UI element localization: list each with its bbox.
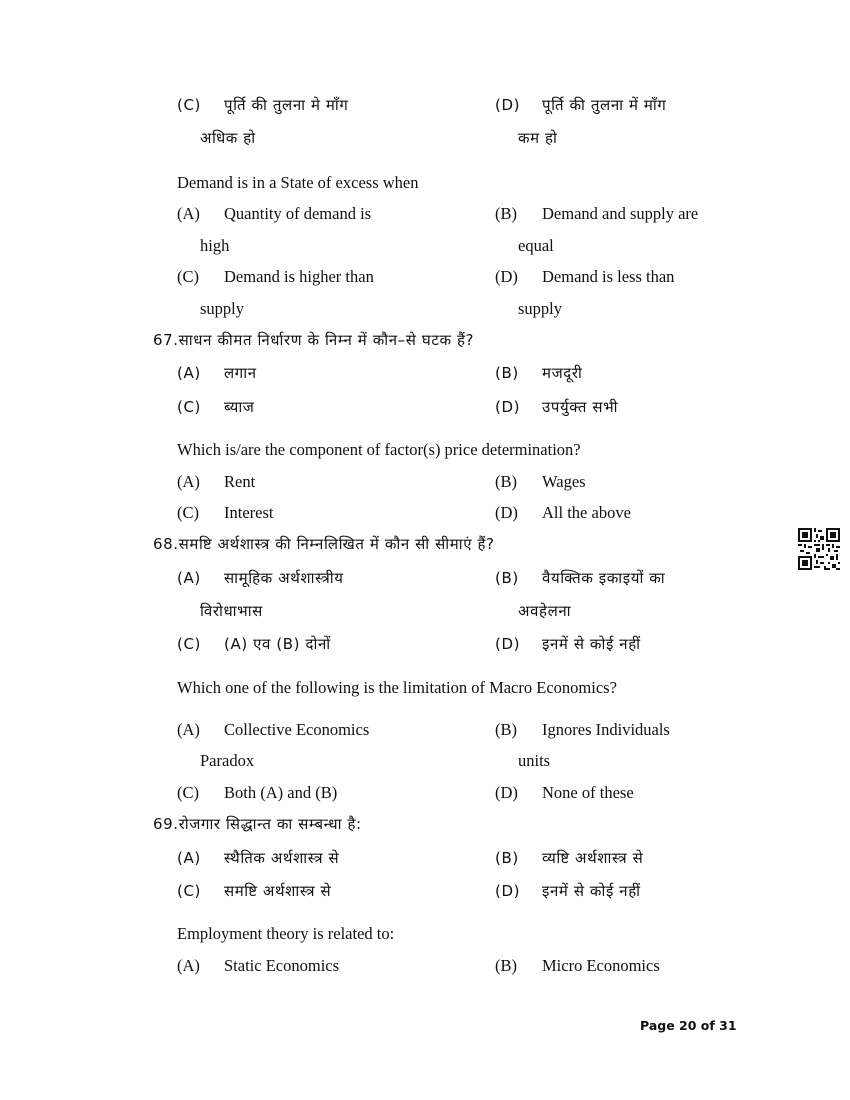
qr-code-icon bbox=[798, 528, 840, 570]
option-marker: (B) bbox=[495, 849, 519, 867]
option-marker: (D) bbox=[495, 267, 518, 286]
q66-hi-option-d-cont: कम हो bbox=[518, 129, 558, 147]
q69-hi-option-a bbox=[177, 848, 339, 868]
q66-hi-option-c bbox=[177, 95, 348, 115]
option-text: Both (A) and (B) bbox=[224, 783, 338, 802]
q66-en-option-c-cont: supply bbox=[200, 299, 245, 318]
option-marker: (D) bbox=[495, 635, 521, 653]
option-marker: (A) bbox=[177, 569, 201, 587]
q69-hi-option-d bbox=[495, 881, 641, 901]
option-marker: (B) bbox=[495, 204, 517, 223]
q67-en-option-c bbox=[177, 503, 273, 523]
option-marker: (A) bbox=[177, 472, 200, 491]
q67-hi-option-a bbox=[177, 363, 257, 383]
q69-hi-question bbox=[153, 814, 362, 834]
option-marker: (D) bbox=[495, 882, 521, 900]
q67-hi-question bbox=[153, 330, 474, 350]
option-marker: (C) bbox=[177, 635, 201, 653]
q68-hi-option-d bbox=[495, 634, 641, 654]
q67-hi-option-c bbox=[177, 397, 255, 417]
option-text: Micro Economics bbox=[542, 956, 660, 975]
q67-hi-option-d bbox=[495, 397, 618, 417]
option-marker: (C) bbox=[177, 267, 199, 286]
q68-en-option-b bbox=[495, 720, 670, 740]
option-text: Ignores Individuals bbox=[542, 720, 670, 739]
q68-en-option-b-cont: units bbox=[518, 751, 551, 770]
q68-hi-question bbox=[153, 534, 495, 554]
option-text: Static Economics bbox=[224, 956, 340, 975]
q66-hi-option-c-cont: अधिक हो bbox=[200, 129, 256, 147]
option-marker: (A) bbox=[177, 204, 200, 223]
option-text: मजदूरी bbox=[542, 364, 583, 382]
q68-hi-option-b-cont: अवहेलना bbox=[518, 602, 572, 620]
q68-en-question: Which one of the following is the limitation of Macro Economics? bbox=[177, 678, 617, 697]
question-text: साधन कीमत निर्धारण के निम्न में कौन–से घटक हैं? bbox=[178, 331, 475, 349]
option-text: लगान bbox=[224, 364, 257, 382]
option-text: None of these bbox=[542, 783, 634, 802]
q66-en-option-c bbox=[177, 267, 374, 287]
option-marker: (C) bbox=[177, 503, 199, 522]
q68-hi-option-a-cont: विरोधाभास bbox=[200, 602, 263, 620]
option-text: Demand is less than bbox=[542, 267, 675, 286]
option-text: Rent bbox=[224, 472, 256, 491]
question-number: 68. bbox=[153, 535, 179, 553]
option-marker: (D) bbox=[495, 398, 521, 416]
q69-en-question: Employment theory is related to: bbox=[177, 924, 395, 943]
option-marker: (D) bbox=[495, 783, 518, 802]
option-marker: (B) bbox=[495, 720, 517, 739]
option-marker: (A) bbox=[177, 720, 200, 739]
option-text: इनमें से कोई नहीं bbox=[542, 882, 641, 900]
option-text: व्यष्टि अर्थशास्त्र से bbox=[542, 849, 644, 867]
option-text: Wages bbox=[542, 472, 586, 491]
option-text: सामूहिक अर्थशास्त्रीय bbox=[224, 569, 344, 587]
q68-hi-option-a bbox=[177, 568, 344, 588]
question-number: 67. bbox=[153, 331, 179, 349]
option-marker: (A) bbox=[177, 849, 201, 867]
q68-en-option-d bbox=[495, 783, 634, 803]
option-marker: (A) bbox=[177, 364, 201, 382]
q67-en-option-b bbox=[495, 472, 586, 492]
q66-en-option-a-cont: high bbox=[200, 236, 230, 255]
q66-en-question: Demand is in a State of excess when bbox=[177, 173, 419, 192]
q68-hi-option-c bbox=[177, 634, 331, 654]
option-text: Quantity of demand is bbox=[224, 204, 372, 223]
q67-en-option-a bbox=[177, 472, 255, 492]
option-text: Demand and supply are bbox=[542, 204, 699, 223]
q68-en-option-a bbox=[177, 720, 369, 740]
q66-hi-option-d bbox=[495, 95, 666, 115]
option-marker: (D) bbox=[495, 503, 518, 522]
q68-en-option-a-cont: Paradox bbox=[200, 751, 255, 770]
option-text: पूर्ति की तुलना में माँग bbox=[542, 96, 667, 114]
option-marker: (C) bbox=[177, 398, 201, 416]
option-marker: (A) bbox=[177, 956, 200, 975]
option-marker: (C) bbox=[177, 96, 201, 114]
q68-en-option-c bbox=[177, 783, 337, 803]
option-text: (A) एव (B) दोनों bbox=[224, 635, 331, 653]
q68-hi-option-b bbox=[495, 568, 665, 588]
option-marker: (C) bbox=[177, 882, 201, 900]
q67-en-option-d bbox=[495, 503, 631, 523]
question-number: 69. bbox=[153, 815, 179, 833]
option-text: पूर्ति की तुलना मे माँग bbox=[224, 96, 349, 114]
option-text: ब्याज bbox=[224, 398, 255, 416]
q66-en-option-b bbox=[495, 204, 698, 224]
option-text: उपर्युक्त सभी bbox=[542, 398, 619, 416]
q67-hi-option-b bbox=[495, 363, 583, 383]
option-marker: (B) bbox=[495, 364, 519, 382]
question-text: रोजगार सिद्धान्त का सम्बन्धा है: bbox=[178, 815, 362, 833]
q69-hi-option-b bbox=[495, 848, 643, 868]
option-marker: (B) bbox=[495, 472, 517, 491]
option-marker: (D) bbox=[495, 96, 521, 114]
q69-en-option-b bbox=[495, 956, 660, 976]
option-text: Interest bbox=[224, 503, 274, 522]
option-text: All the above bbox=[542, 503, 631, 522]
q67-en-question: Which is/are the component of factor(s) price determination? bbox=[177, 440, 581, 459]
option-marker: (B) bbox=[495, 956, 517, 975]
option-text: इनमें से कोई नहीं bbox=[542, 635, 641, 653]
option-text: समष्टि अर्थशास्त्र से bbox=[224, 882, 332, 900]
option-marker: (C) bbox=[177, 783, 199, 802]
option-text: वैयक्तिक इकाइयों का bbox=[542, 569, 666, 587]
q66-en-option-d-cont: supply bbox=[518, 299, 563, 318]
page-number: Page 20 of 31 bbox=[640, 1018, 737, 1033]
q66-en-option-a bbox=[177, 204, 371, 224]
option-marker: (B) bbox=[495, 569, 519, 587]
question-text: समष्टि अर्थशास्त्र की निम्नलिखित में कौन सी सीमाएं हैं? bbox=[178, 535, 495, 553]
option-text: Collective Economics bbox=[224, 720, 370, 739]
q69-en-option-a bbox=[177, 956, 339, 976]
option-text: Demand is higher than bbox=[224, 267, 374, 286]
q66-en-option-d bbox=[495, 267, 674, 287]
option-text: स्थैतिक अर्थशास्त्र से bbox=[224, 849, 340, 867]
q69-hi-option-c bbox=[177, 881, 331, 901]
q66-en-option-b-cont: equal bbox=[518, 236, 554, 255]
